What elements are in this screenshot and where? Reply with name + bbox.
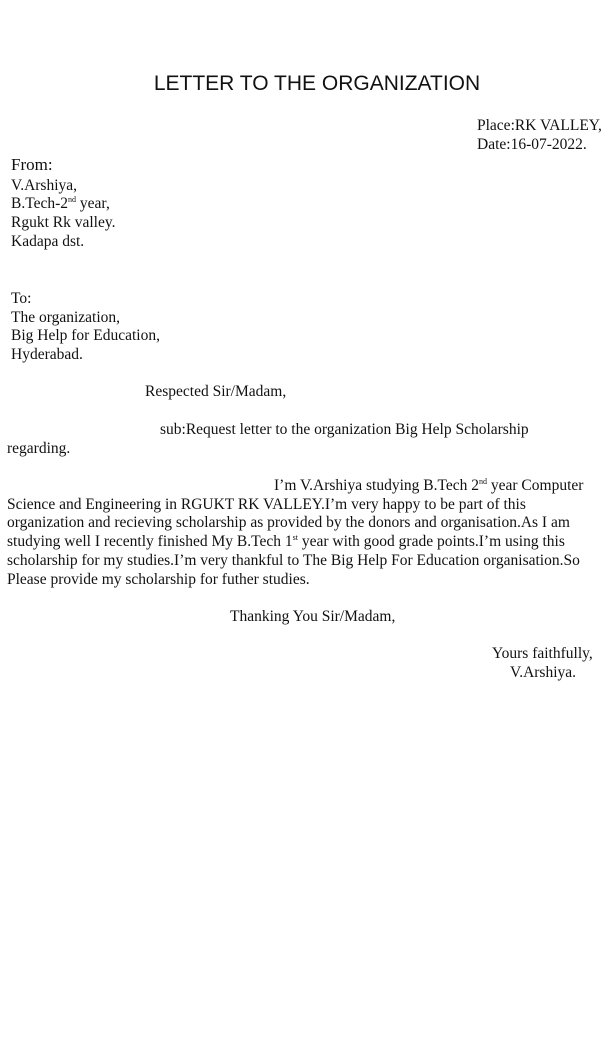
sender-college: Rgukt Rk valley. (11, 214, 116, 231)
body-line-3: organization and recieving scholarship as provided by the donors and organisation.As I am (7, 514, 570, 531)
body-line-4 (7, 532, 565, 551)
date-line: Date:16-07-2022. (477, 136, 587, 153)
sender-name: V.Arshiya, (11, 177, 78, 194)
sender-course-text: B.Tech-2 (11, 195, 69, 212)
sender-course-sup: nd (68, 195, 77, 204)
letter-title: LETTER TO THE ORGANIZATION (153, 72, 481, 95)
place-line: Place:RK VALLEY, (477, 117, 602, 134)
recipient-line-2: Big Help for Education, (11, 327, 160, 344)
closing-line: Yours faithfully, (492, 645, 593, 662)
to-heading: To: (11, 290, 32, 307)
body-line-5: scholarship for my studies.I’m very thankful to The Big Help For Education organisation.So (7, 552, 580, 569)
body-line-4-sup: st (292, 533, 298, 542)
body-line-1-sup: nd (479, 477, 487, 486)
signature-line: V.Arshiya. (510, 664, 577, 681)
salutation: Respected Sir/Madam, (145, 383, 287, 400)
recipient-line-1: The organization, (11, 309, 121, 326)
body-line-1 (274, 476, 583, 495)
body-line-2: Science and Engineering in RGUKT RK VALLEY.I’m very happy to be part of this (7, 496, 526, 513)
body-line-4-text: studying well I recently finished My B.Tech 1 (7, 533, 293, 550)
body-line-4-suffix: year with good grade points.I’m using this (297, 533, 565, 550)
from-heading: From: (11, 155, 53, 174)
thanks-line: Thanking You Sir/Madam, (230, 608, 396, 625)
subject-line-1: sub:Request letter to the organization Big Help Scholarship (160, 421, 529, 438)
recipient-line-3: Hyderabad. (11, 346, 83, 363)
sender-course-suffix: year, (76, 195, 110, 212)
body-line-1-text: I’m V.Arshiya studying B.Tech 2 (274, 477, 479, 494)
body-line-1-suffix: year Computer (487, 477, 584, 494)
sender-district: Kadapa dst. (11, 233, 85, 250)
body-line-6: Please provide my scholarship for futher studies. (7, 571, 310, 588)
subject-line-2: regarding. (7, 440, 71, 457)
sender-course (11, 194, 110, 213)
